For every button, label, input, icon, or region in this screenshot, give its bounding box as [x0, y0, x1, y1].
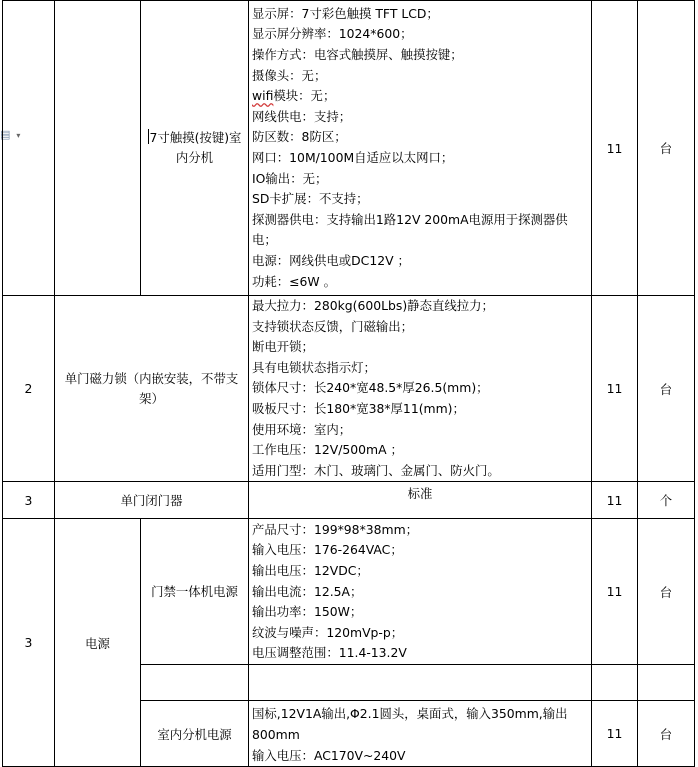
table-row — [3, 296, 695, 482]
quantity: 11 — [592, 519, 638, 665]
text-cursor — [148, 129, 149, 144]
quantity: 11 — [592, 296, 638, 482]
spec-line: 纹波与噪声：120mVp-p； — [252, 624, 404, 640]
item-subname — [141, 665, 249, 701]
spec-line: 断电开锁； — [252, 339, 314, 355]
row-number: 3 — [3, 482, 55, 519]
spec-line: 电压调整范围：11.4-13.2V — [252, 645, 407, 661]
spec-line: 支持锁状态反馈，门磁输出； — [252, 318, 414, 334]
spec-line: IO输出：无； — [252, 170, 328, 186]
quantity — [592, 665, 638, 701]
spec-line: 输出电流：12.5A； — [252, 583, 363, 599]
row-number: 2 — [3, 296, 55, 482]
spec-line: 使用环境：室内； — [252, 421, 352, 437]
unit — [638, 665, 695, 701]
spec-line: 吸板尺寸：长180*宽38*厚11(mm)； — [252, 400, 465, 416]
spec-line: 输出电压：12VDC； — [252, 562, 369, 578]
dropdown-arrow-icon[interactable]: ▾ — [16, 131, 21, 140]
spec-line: 最大拉力：280kg(600Lbs)静态直线拉力； — [252, 298, 494, 313]
spec-line: 适用门型：木门、玻璃门、金属门、防火门。 — [252, 462, 500, 478]
table-row — [3, 1, 695, 296]
row-number — [3, 1, 55, 296]
spec-line: 工作电压：12V/500mA ； — [252, 442, 403, 458]
item-name — [55, 1, 141, 296]
spec-cell — [249, 519, 592, 665]
spec-cell — [249, 1, 592, 296]
row-number: 3 — [3, 519, 55, 767]
spec-line: 网线供电：支持； — [252, 108, 352, 124]
item-subname: 室内分机电源 — [141, 701, 249, 767]
spec-line: 显示屏分辨率：1024*600； — [252, 26, 413, 42]
spec-line: 网口：10M/100M自适应以太网口； — [252, 150, 454, 165]
spellcheck-word: wifi — [252, 88, 274, 104]
spec-line: 功耗：≤6W 。 — [252, 273, 337, 289]
spec-cell — [249, 701, 592, 767]
spec-line: 输出功率：150W； — [252, 604, 363, 620]
quantity: 11 — [592, 1, 638, 296]
spec-line: 探测器供电：支持输出1路12V 200mA电源用于探测器供电； — [252, 211, 568, 248]
table-row — [3, 482, 695, 519]
spec-line: 输入电压：176-264VAC； — [252, 542, 403, 558]
spec-line: 产品尺寸：199*98*38mm； — [252, 521, 419, 537]
table-row — [3, 519, 695, 665]
spec-line: 电源：网线供电或DC12V ； — [252, 252, 410, 268]
quantity: 11 — [592, 701, 638, 767]
unit: 个 — [638, 482, 695, 519]
spec-line: wifi模块：无； — [252, 88, 336, 104]
unit: 台 — [638, 1, 695, 296]
spec-line: SD卡扩展：不支持； — [252, 191, 369, 207]
spec-line: 显示屏：7寸彩色触摸 TFT LCD； — [252, 5, 439, 21]
unit: 台 — [638, 701, 695, 767]
quantity: 11 — [592, 482, 638, 519]
unit: 台 — [638, 519, 695, 665]
spec-line: 输入电压：AC170V~240V — [252, 747, 406, 763]
item-name: 单门闭门器 — [55, 482, 249, 519]
item-subname: 门禁一体机电源 — [141, 519, 249, 665]
spec-line: 锁体尺寸：长240*宽48.5*厚26.5(mm)； — [252, 380, 489, 396]
spec-cell — [249, 296, 592, 482]
item-subname: 7寸触摸(按键)室内分机 — [141, 1, 249, 296]
document-icon[interactable]: ▤ ▾ — [0, 128, 21, 141]
spec-cell: 标准 — [249, 482, 592, 519]
spec-table — [2, 0, 695, 767]
spec-cell — [249, 665, 592, 701]
spec-line: 国标,12V1A输出,Φ2.1圆头，桌面式，输入350mm,输出800mm — [252, 706, 568, 742]
spec-line: 操作方式：电容式触摸屏、触摸按键； — [252, 47, 463, 63]
unit: 台 — [638, 296, 695, 482]
spec-line: 具有电锁状态指示灯； — [252, 359, 376, 375]
item-name: 电源 — [55, 519, 141, 767]
spec-line: 摄像头：无； — [252, 67, 327, 83]
item-name: 单门磁力锁（内嵌安装，不带支架） — [55, 296, 249, 482]
spec-line: 防区数：8防区； — [252, 129, 347, 145]
